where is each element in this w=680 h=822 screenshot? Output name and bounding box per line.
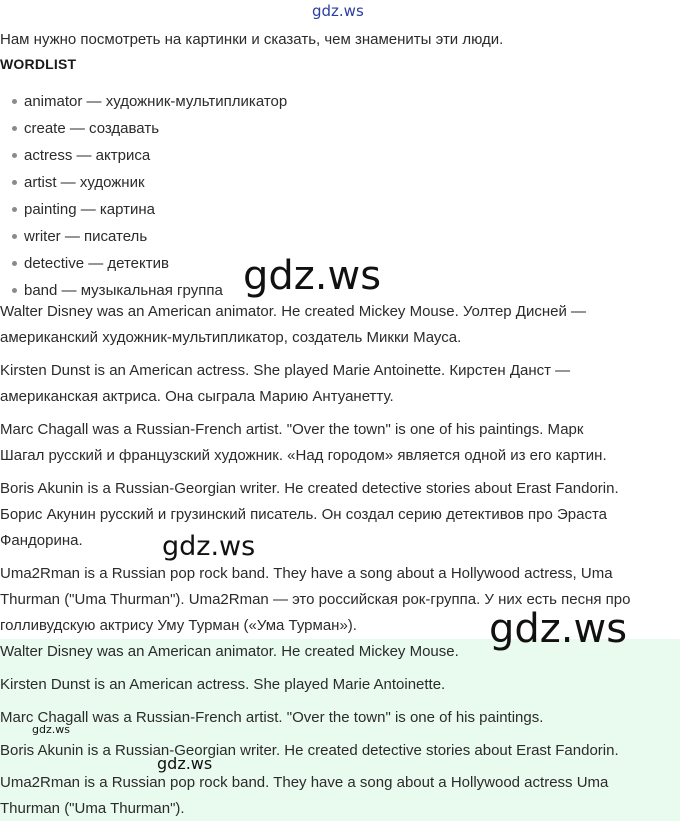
answer-block xyxy=(0,639,680,821)
list-item-text: detective — детектив xyxy=(24,255,169,272)
bullet-icon xyxy=(12,180,17,185)
bullet-icon xyxy=(12,126,17,131)
watermark: gdz.ws xyxy=(312,2,364,20)
answer-line: Kirsten Dunst is an American actress. She played Marie Antoinette. xyxy=(0,676,446,693)
answer-line: Uma2Rman is a Russian pop rock band. They have a song about a Hollywood actress Uma xyxy=(0,774,609,791)
paragraphs xyxy=(0,299,680,646)
bullet-icon xyxy=(12,207,17,212)
bullet-icon xyxy=(12,288,17,293)
list-item-text: artist — художник xyxy=(24,174,145,191)
list-item-text: actress — актриса xyxy=(24,147,151,164)
bullet-icon xyxy=(12,153,17,158)
bullet-icon xyxy=(12,261,17,266)
bullet-icon xyxy=(12,234,17,239)
watermark: gdz.ws xyxy=(243,253,382,299)
paragraph-line: Шагал русский и французский художник. «Над городом» является одной из его картин. xyxy=(0,447,607,464)
paragraph-line: голливудскую актрису Уму Турман («Ума Турман»). xyxy=(0,617,357,634)
answer-line: Thurman ("Uma Thurman"). xyxy=(0,800,185,817)
list-item-text: writer — писатель xyxy=(24,228,148,245)
paragraph-line: Boris Akunin is a Russian-Georgian writer. He created detective stories about Erast Fandorin. xyxy=(0,480,619,497)
paragraph xyxy=(0,476,680,554)
answer-line: Walter Disney was an American animator. He created Mickey Mouse. xyxy=(0,643,459,660)
watermark: gdz.ws xyxy=(162,531,256,562)
list-item xyxy=(12,169,287,196)
list-item xyxy=(12,142,287,169)
answer-line: Marc Chagall was a Russian-French artist. "Over the town" is one of his paintings. xyxy=(0,709,544,726)
watermark: gdz.ws xyxy=(489,606,628,652)
list-item xyxy=(12,223,287,250)
bullet-icon xyxy=(12,99,17,104)
paragraph-line: Фандорина. xyxy=(0,532,83,549)
list-item xyxy=(12,196,287,223)
paragraph-line: Uma2Rman is a Russian pop rock band. They have a song about a Hollywood actress, Uma xyxy=(0,565,613,582)
intro-text: Нам нужно посмотреть на картинки и сказать, чем знамениты эти люди. xyxy=(0,31,504,48)
paragraph-line: американская актриса. Она сыграла Марию Антуанетту. xyxy=(0,388,394,405)
paragraph-line: Marc Chagall was a Russian-French artist. "Over the town" is one of his paintings. Марк xyxy=(0,421,584,438)
paragraph-line: Walter Disney was an American animator. He created Mickey Mouse. Уолтер Дисней — xyxy=(0,303,587,320)
list-item-text: animator — художник-мультипликатор xyxy=(24,93,288,110)
paragraph-line: Thurman ("Uma Thurman"). Uma2Rman — это российская рок-группа. У них есть песня про xyxy=(0,591,631,608)
list-item xyxy=(12,88,287,115)
paragraph xyxy=(0,417,680,469)
answer-line: Boris Akunin is a Russian-Georgian writer. He created detective stories about Erast Fandorin. xyxy=(0,742,619,759)
wordlist-heading: WORDLIST xyxy=(0,56,77,72)
paragraph-line: американский художник-мультипликатор, создатель Микки Мауса. xyxy=(0,329,462,346)
list-item xyxy=(12,115,287,142)
list-item-text: create — создавать xyxy=(24,120,160,137)
list-item-text: painting — картина xyxy=(24,201,156,218)
paragraph xyxy=(0,358,680,410)
list-item-text: band — музыкальная группа xyxy=(24,282,223,299)
watermark: gdz.ws xyxy=(157,754,213,773)
paragraph xyxy=(0,299,680,351)
paragraph-line: Kirsten Dunst is an American actress. She played Marie Antoinette. Кирстен Данст — xyxy=(0,362,571,379)
watermark: gdz.ws xyxy=(32,723,70,736)
paragraph-line: Борис Акунин русский и грузинский писатель. Он создал серию детективов про Эраста xyxy=(0,506,607,523)
